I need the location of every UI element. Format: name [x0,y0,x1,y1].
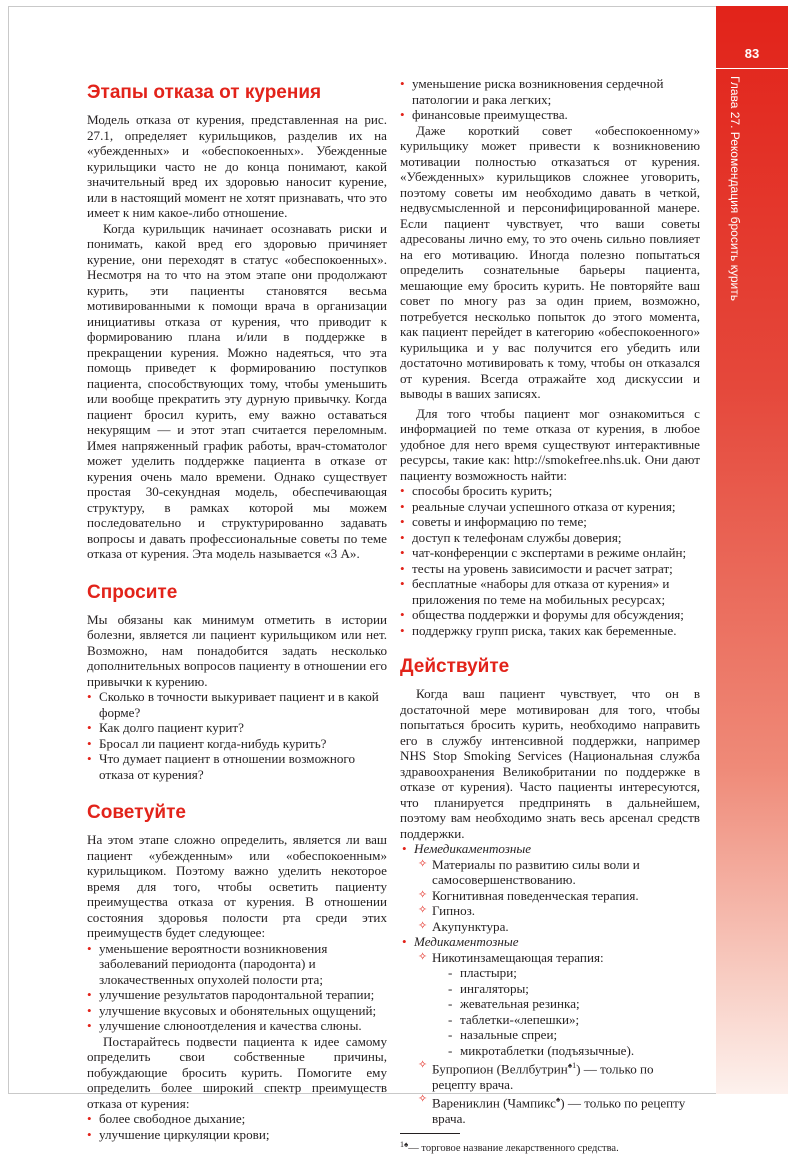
list-item: • Как долго пациент курит? [87,720,387,736]
paragraph: Когда ваш пациент чувствует, что он в достаточной мере мотивирован для того, чтобы попытаться бросить курить, необходимо направить его в службу интенсивной поддержки, например NHS Stop Smoking Services (Национальная служба здравоохранения Великобритании по поддержке в отказе от курения). Часто пациенты интересуются, что планируется предпринять в дальнейшем, поэтому вам необходимо знать весь арсенал средств поддержки. [400,686,700,841]
list-item: • общества поддержки и форумы для обсуждения; [400,607,700,623]
list-item [400,841,700,934]
paragraph: Для того чтобы пациент мог ознакомиться с информацией по теме отказа от курения, в любое удобное для него время существуют интерактивные ресурсы, такие как: http://smokefree.nhs.uk. Они дают пациенту возможность найти: [400,405,700,483]
non-drug-list [418,857,700,935]
paragraph: На этом этапе сложно определить, является ли ваш пациент «убежденным» или «обеспокоенным» курильщиком. Поэтому важно уделить некоторое время для того, чтобы осветить пациенту преимущества отказа от курения. В отношении состояния здоровья полости рта среди этих преимуществ будет следующее: [87,832,387,940]
drug-list [418,950,700,1127]
trademark-mark: ♠ [555,1095,561,1105]
heading-advise: Советуйте [87,802,186,823]
side-divider [716,68,788,69]
list-item: • реальные случаи успешного отказа от курения; [400,499,700,515]
list-item: - таблетки-«лепешки»; [448,1012,700,1028]
nrt-forms-list [448,965,700,1058]
drug-note: ) — только по рецепту врача. [432,1061,654,1092]
drug-name: Бупропион (Веллбутрин [432,1061,568,1077]
drug-name: Варениклин (Чампикс [432,1095,556,1111]
drug-note: ) — только по рецепту врача. [432,1095,686,1127]
footnote-mark: 1♠ [400,1139,409,1149]
list-item: ✧ Гипноз. [418,903,700,919]
list-item: • улучшение циркуляции крови; [87,1127,387,1143]
list-item: • Бросал ли пациент когда-нибудь курить? [87,736,387,752]
list-item: • более свободное дыхание; [87,1111,387,1127]
heading-act: Действуйте [400,656,510,677]
list-item: • улучшение слюноотделения и качества слюны. [87,1018,387,1034]
list-item: - ингаляторы; [448,981,700,997]
ask-list [87,689,387,782]
trademark-mark: ♠1 [567,1061,577,1070]
paragraph: Модель отказа от курения, представленная на рис. 27.1, определяет курильщиков, разделив их на «убежденных» и «обеспокоенных». Убежденные курильщики часто не до конца понимают, какой значительный вред их здоровью наносит курение, или в настоящий момент не хотят признавать, что это имеет к ним какое-либо отношение. [87,112,387,220]
general-benefits-list [87,1111,387,1142]
list-item [418,1092,700,1126]
list-item: • улучшение результатов пародонтальной терапии; [87,987,387,1003]
category-label: Немедикаментозные [414,841,532,856]
oral-benefits-list [87,941,387,1034]
footnote-text: — торговое название лекарственного средства. [408,1143,619,1155]
paragraph: Постарайтесь подвести пациента к идее самому определить свои собственные причины, побуждающие бросить курить. Помогите ему определить более широкий спектр преимуществ отказа от курения: [87,1033,387,1111]
list-item: • доступ к телефонам службы доверия; [400,530,700,546]
list-item: • советы и информацию по теме; [400,514,700,530]
list-item: ✧ Когнитивная поведенческая терапия. [418,888,700,904]
list-item: • уменьшение вероятности возникновения заболеваний периодонта (пародонта) и злокачественных опухолей полости рта; [87,941,387,988]
list-item: • бесплатные «наборы для отказа от курения» и приложения по теме на мобильных ресурсах; [400,576,700,607]
list-item [418,950,700,1059]
list-item: • чат-конференции с экспертами в режиме онлайн; [400,545,700,561]
list-item [418,1058,700,1092]
list-item: • финансовые преимущества. [400,107,700,123]
resources-list [400,483,700,638]
list-item: - пластыри; [448,965,700,981]
list-item: • улучшение вкусовых и обонятельных ощущений; [87,1003,387,1019]
list-item: • способы бросить курить; [400,483,700,499]
paragraph: Даже короткий совет «обеспокоенному» курильщику может привести к возникновению мотивации полностью отказаться от курения. «Убежденных» курильщиков сложнее уговорить, поэтому советы им необходимо давать в четкой, недвусмысленной и персонифицированной манере. Если пациент чувствует, что ваши советы адресованы лично ему, то это очень сильно повлияет на его мотивацию. Иногда полезно попытаться определить сознательные барьеры пациента, мешающие ему бросить курить. Не повторяйте ваш совет по многу раз за один прием, возможно, потребуется несколько попыток до этого момента, как пациент перейдет в категорию «обеспокоенного» курильщика и у вас получится его убедить или достаточно мотивировать к тому, чтобы он отказался от курения. Всегда отражайте ход дискуссии и выводы в ваших записях. [400,122,700,401]
list-item: ✧ Акупунктура. [418,919,700,935]
list-item: - микротаблетки (подъязычные). [448,1043,700,1059]
chapter-title: Глава 27. Рекомендация бросить курить [728,76,742,301]
right-column [400,76,700,1157]
support-options-list [400,841,700,1127]
list-item [400,934,700,1127]
paragraph: Когда курильщик начинает осознавать риски и понимать, какой вред его здоровью причиняет курение, они переходят в статус «обеспокоенных». Несмотря на то что на этом этапе они продолжают курить, эти пациенты становятся весьма мотивированными к помощи врача в организации инициативы отказа от курения, что приводит к формированию плана и/или в поддержке в прекращении курения. Можно надеяться, что эта помощь приведет к формированию поступков пациента, способствующих тому, чтобы уменьшить или вообще прекратить эту дурную привычку. Когда пациент бросил курить, ему важно оставаться некурящим — и этот этап считается переломным. Имея напряженный график работы, врач-стоматолог может уделить поддержке пациента в отказе от курения очень мало времени. Однако существует простая 30-секундная модель, обеспечивающая структуру, в рамках которой мы можем последовательно и структурированно задавать вопросы и давать профессиональные советы по теме отказа от курения. Эта модель называется «3 А». [87,220,387,561]
list-item: - назальные спреи; [448,1027,700,1043]
nrt-label: Никотинзамещающая терапия: [432,949,604,965]
list-item: - жевательная резинка; [448,996,700,1012]
general-benefits-list-continued [400,76,700,123]
list-item: • Сколько в точности выкуривает пациент и в какой форме? [87,689,387,720]
paragraph: Мы обязаны как минимум отметить в истории болезни, является ли пациент курильщиком или нет. Возможно, нам понадобится задать несколько дополнительных вопросов пациенту в отношении его привычки к курению. [87,611,387,689]
list-item: • тесты на уровень зависимости и расчет затрат; [400,561,700,577]
heading-stages: Этапы отказа от курения [87,82,322,103]
footnote [400,1133,619,1157]
list-item: • уменьшение риска возникновения сердечной патологии и рака легких; [400,76,700,107]
left-column [87,76,387,1142]
list-item: ✧ Материалы по развитию силы воли и самосовершенствованию. [418,857,700,888]
category-label: Медикаментозные [414,934,519,949]
list-item: • Что думает пациент в отношении возможного отказа от курения? [87,751,387,782]
list-item: • поддержку групп риска, таких как беременные. [400,623,700,639]
heading-ask: Спросите [87,581,178,603]
page-number: 83 [744,46,760,61]
